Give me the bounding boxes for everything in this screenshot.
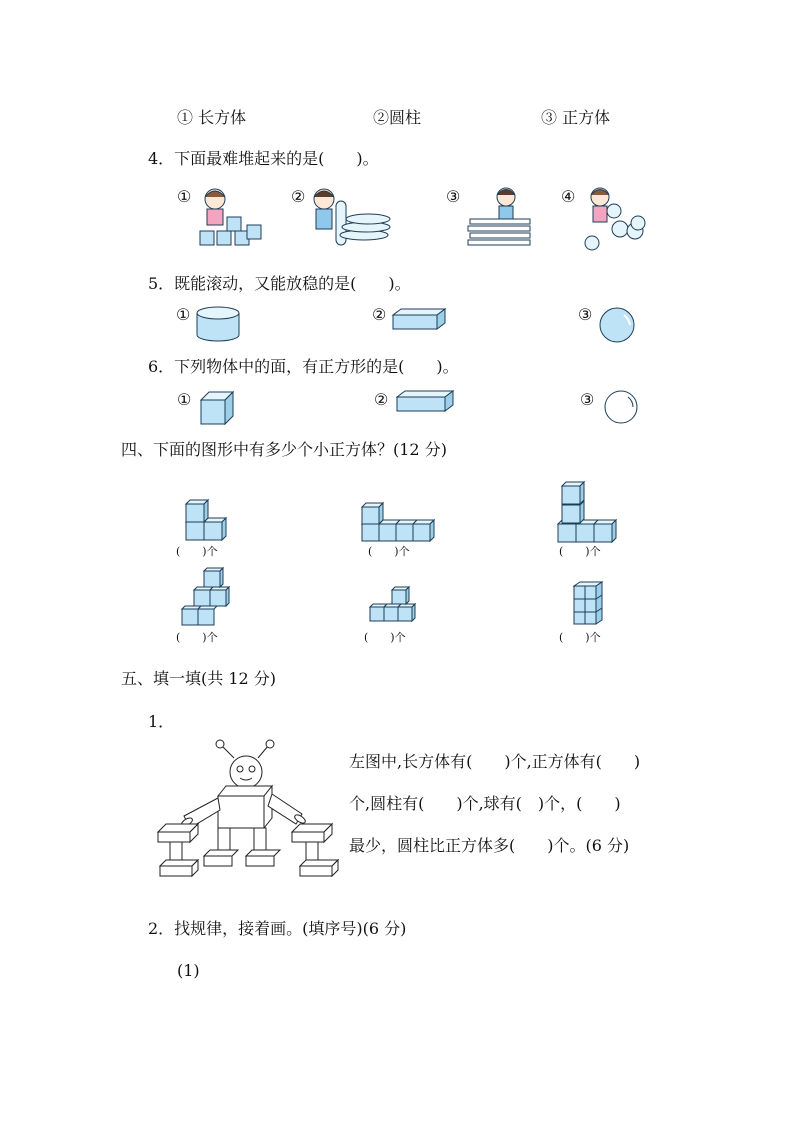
child-stacking-planks-picture <box>466 185 534 251</box>
answer-blank-3[interactable]: ( )个 <box>559 545 601 558</box>
option-cuboid: ① 长方体 <box>177 108 247 127</box>
q5-label-3: ③ <box>578 305 593 324</box>
q6-label-2: ② <box>374 390 389 409</box>
cuboid-shape-2 <box>395 389 455 415</box>
section-4-title: 四、下面的图形中有多少个小正方体？(12 分) <box>121 440 447 459</box>
cube-figure-3 <box>558 482 618 542</box>
section-5-title: 五、填一填(共 12 分) <box>121 669 277 688</box>
cylinder-shape <box>194 305 242 345</box>
answer-blank-6[interactable]: ( )个 <box>559 631 601 644</box>
question-6: 6．下列物体中的面，有正方形的是( )。 <box>148 357 459 376</box>
question-4: 4．下面最难堆起来的是( )。 <box>148 149 379 168</box>
answer-blank-2[interactable]: ( )个 <box>368 545 410 558</box>
answer-blank-5[interactable]: ( )个 <box>364 631 406 644</box>
answer-blank-1[interactable]: ( )个 <box>176 545 218 558</box>
q4-label-3: ③ <box>446 187 461 206</box>
question-5: 5．既能滚动，又能放稳的是( )。 <box>148 274 411 293</box>
s5-q2-text: 2．找规律，接着画。(填序号)(6 分) <box>148 919 407 938</box>
s5-q1-line2: 个,圆柱有( )个,球有( )个，( ) <box>349 794 621 813</box>
sphere-shape-2 <box>602 388 642 428</box>
child-stacking-cubes-picture <box>195 185 265 251</box>
q4-label-1: ① <box>177 187 192 206</box>
s5-q1-line3: 最少，圆柱比正方体多( )个。(6 分) <box>349 836 630 855</box>
option-cylinder: ②圆柱 <box>373 108 422 127</box>
q5-label-2: ② <box>372 305 387 324</box>
cube-shape <box>199 390 235 426</box>
cube-figure-6 <box>574 582 604 628</box>
cube-figure-1 <box>186 500 228 542</box>
child-stacking-cylinders-picture <box>308 187 390 251</box>
q6-label-1: ① <box>177 390 192 409</box>
cuboid-shape <box>391 307 447 333</box>
cube-figure-2 <box>362 503 434 543</box>
s5-q2-sub: (1) <box>177 961 200 980</box>
q5-label-1: ① <box>176 305 191 324</box>
s5-q1-line1: 左图中,长方体有( )个,正方体有( ) <box>349 752 641 771</box>
robot-drawing <box>154 738 340 886</box>
q4-label-2: ② <box>291 187 306 206</box>
option-cube: ③ 正方体 <box>541 108 611 127</box>
q6-label-3: ③ <box>580 390 595 409</box>
cube-figure-5 <box>370 582 416 626</box>
s5-q1-number: 1． <box>148 712 175 731</box>
child-stacking-balls-picture <box>580 185 650 251</box>
cube-figure-4 <box>182 566 230 626</box>
answer-blank-4[interactable]: ( )个 <box>176 631 218 644</box>
sphere-shape <box>598 306 638 346</box>
q4-label-4: ④ <box>561 187 576 206</box>
